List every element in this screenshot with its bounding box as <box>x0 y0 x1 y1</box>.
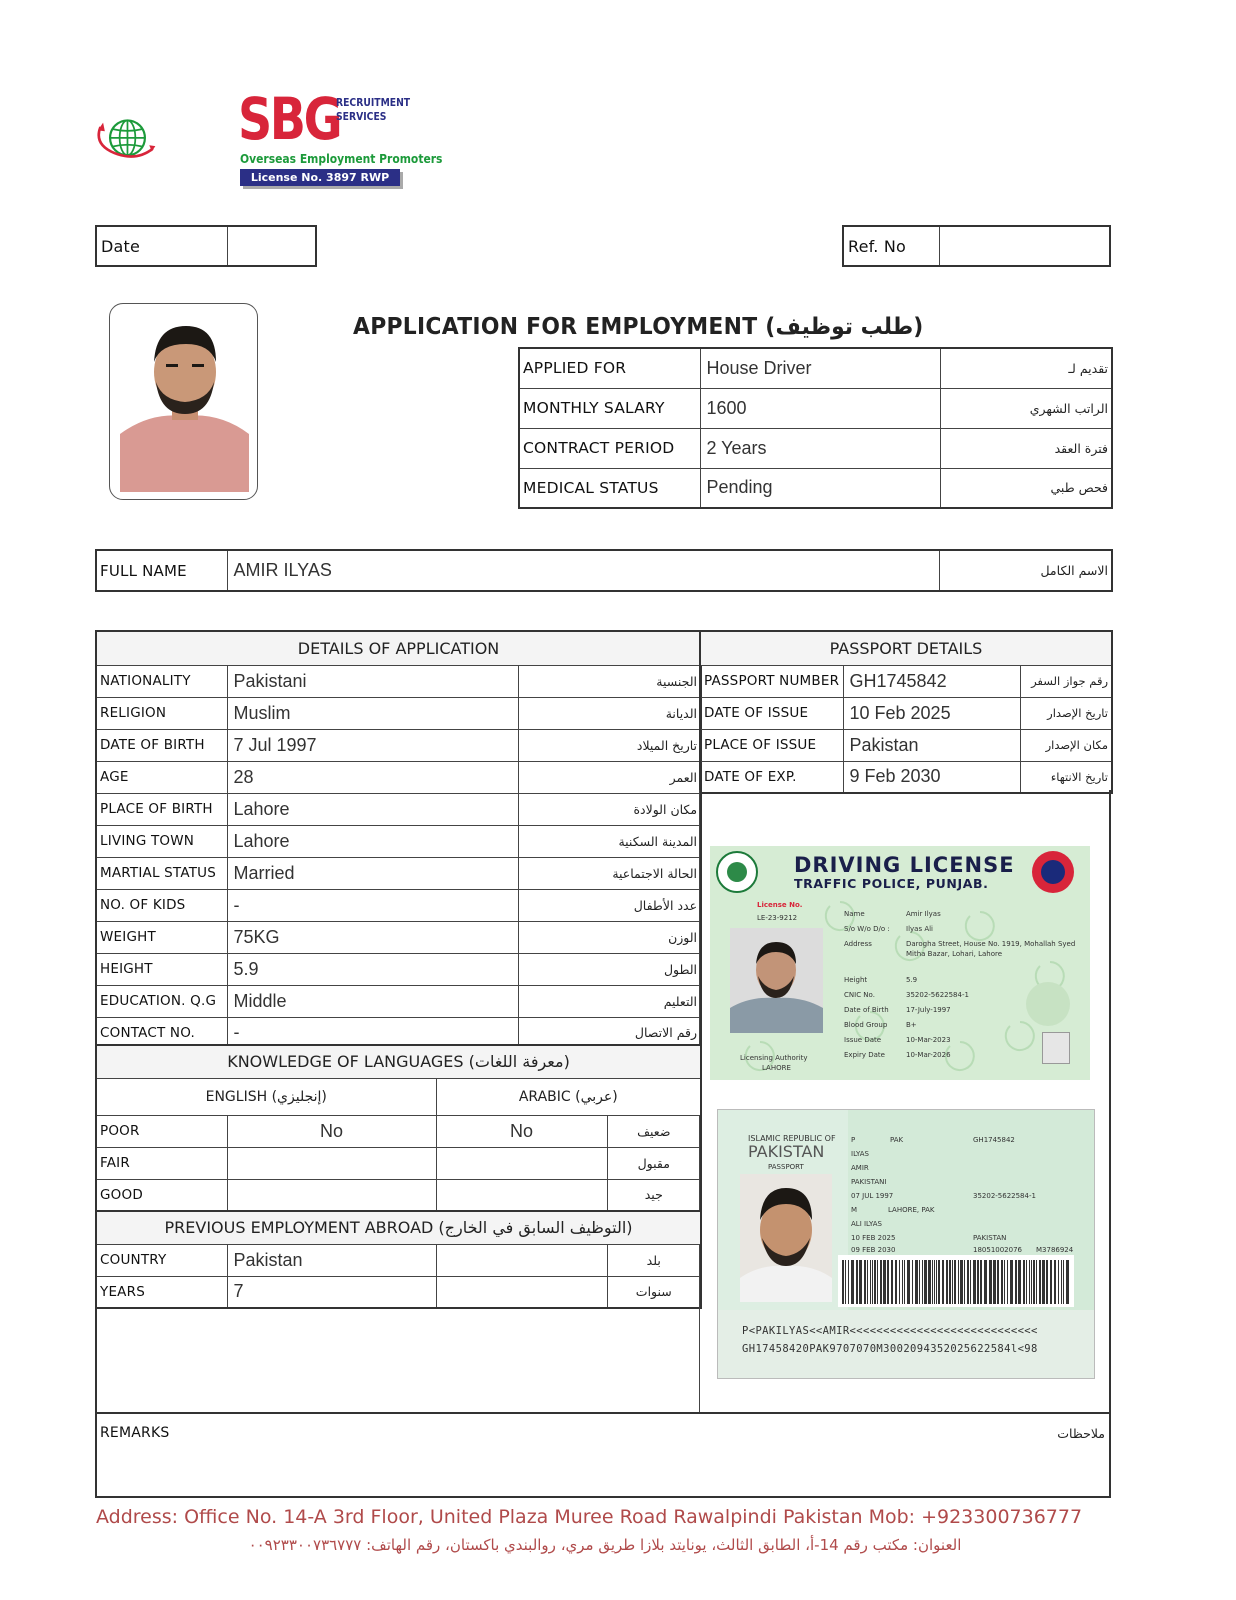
pp-country: PAKISTAN <box>748 1142 825 1161</box>
date-label: Date <box>97 227 228 265</box>
barcode-bar <box>872 1260 873 1304</box>
details-value: Lahore <box>227 793 518 825</box>
details-label-ar: التعليم <box>518 985 701 1017</box>
job-row <box>519 428 1112 468</box>
barcode-bar <box>895 1260 897 1304</box>
barcode-bar <box>970 1260 971 1304</box>
barcode-bar <box>891 1260 893 1304</box>
barcode-bar <box>960 1260 963 1304</box>
barcode-bar <box>946 1260 948 1304</box>
barcode-bar <box>922 1260 923 1304</box>
job-row <box>519 468 1112 508</box>
details-value: - <box>227 1017 518 1049</box>
logo-tagline: RECRUITMENT SERVICES <box>336 97 411 123</box>
languages-table <box>95 1044 702 1212</box>
pp-sex: M <box>851 1206 858 1214</box>
passport-label: PLACE OF ISSUE <box>700 729 843 761</box>
passport-label-ar: تاريخ الإصدار <box>1020 697 1112 729</box>
table-row <box>96 1115 701 1147</box>
job-value: House Driver <box>700 348 940 388</box>
barcode-bar <box>1010 1260 1013 1304</box>
logo-promoters: Overseas Employment Promoters <box>240 151 443 166</box>
barcode-bar <box>1029 1260 1030 1304</box>
barcode-bar <box>1061 1260 1062 1304</box>
details-label: HEIGHT <box>96 953 227 985</box>
barcode-bar <box>1036 1260 1037 1304</box>
barcode-bar <box>912 1260 913 1304</box>
pp-mrz-line-2: GH17458420PAK9707070M3002094352025622584l<98 <box>742 1343 1038 1355</box>
table-row <box>700 761 1112 793</box>
previous-value: 7 <box>227 1276 436 1308</box>
pp-cnic: 35202-5622584-1 <box>973 1192 1036 1200</box>
barcode-bar <box>989 1260 992 1304</box>
license-field-key: Date of Birth <box>844 1006 889 1014</box>
barcode-bar <box>1015 1260 1017 1304</box>
previous-label: YEARS <box>96 1276 227 1308</box>
barcode-bar <box>870 1260 871 1304</box>
details-value: Married <box>227 857 518 889</box>
barcode-bar <box>1001 1260 1003 1304</box>
pp-place: LAHORE, PAK <box>888 1206 935 1214</box>
language-level-ar: ضعيف <box>607 1115 701 1147</box>
barcode-bar <box>1023 1260 1025 1304</box>
table-row <box>96 665 701 697</box>
languages-header: KNOWLEDGE OF LANGUAGES (معرفة اللغات) <box>96 1045 701 1078</box>
license-field-value: B+ <box>906 1021 917 1029</box>
pp-country-small: ISLAMIC REPUBLIC OF <box>748 1134 836 1143</box>
barcode-bar <box>859 1260 862 1304</box>
pp-doc: PASSPORT <box>768 1163 804 1171</box>
applicant-photo <box>109 303 258 500</box>
job-label-ar: تقديم لـ <box>940 348 1112 388</box>
job-label-ar: فحص طبي <box>940 468 1112 508</box>
license-no: LE-23-9212 <box>757 914 798 922</box>
barcode-bar <box>938 1260 940 1304</box>
barcode-bar <box>980 1260 982 1304</box>
details-label-ar: الوزن <box>518 921 701 953</box>
language-level-label: FAIR <box>96 1147 227 1179</box>
previous-blank <box>436 1244 607 1276</box>
license-no-label: License No. <box>757 901 803 909</box>
details-table <box>95 630 702 1050</box>
previous-header: PREVIOUS EMPLOYMENT ABROAD (التوظيف السابق في الخارج) <box>96 1211 701 1244</box>
passport-label-ar: رقم جواز السفر <box>1020 665 1112 697</box>
details-label: EDUCATION. Q.G <box>96 985 227 1017</box>
details-value: Middle <box>227 985 518 1017</box>
remarks-box <box>95 1412 1111 1498</box>
arabic-level-value: No <box>436 1115 607 1147</box>
barcode-bar <box>864 1260 866 1304</box>
ref-label: Ref. No <box>844 227 940 265</box>
license-field-value: Amir Ilyas <box>906 910 941 918</box>
job-label: APPLIED FOR <box>519 348 700 388</box>
passport-scan <box>717 1109 1095 1379</box>
barcode-bar <box>902 1260 903 1304</box>
license-field-value: Darogha Street, House No. 1919, Mohallah Syed <box>906 940 1076 948</box>
barcode-bar <box>977 1260 979 1304</box>
barcode-bar <box>848 1260 849 1304</box>
full-name-value: AMIR ILYAS <box>227 550 939 591</box>
table-row <box>96 921 701 953</box>
language-level-ar: مقبول <box>607 1147 701 1179</box>
barcode-bar <box>856 1260 858 1304</box>
barcode-bar <box>1026 1260 1027 1304</box>
table-row <box>96 889 701 921</box>
table-row <box>96 729 701 761</box>
passport-label: PASSPORT NUMBER <box>700 665 843 697</box>
passport-value: GH1745842 <box>843 665 1020 697</box>
table-row <box>96 1244 701 1276</box>
table-row <box>96 793 701 825</box>
barcode-bar <box>842 1260 844 1304</box>
license-field-value: 10-Mar-2023 <box>906 1036 951 1044</box>
details-value: 75KG <box>227 921 518 953</box>
details-value: 5.9 <box>227 953 518 985</box>
table-row <box>96 1179 701 1211</box>
license-photo <box>730 928 823 1033</box>
details-value: - <box>227 889 518 921</box>
details-label: MARTIAL STATUS <box>96 857 227 889</box>
passport-value: 10 Feb 2025 <box>843 697 1020 729</box>
table-row <box>96 761 701 793</box>
license-field-key: Address <box>844 940 872 948</box>
ref-field[interactable] <box>940 227 1109 265</box>
passport-label: DATE OF EXP. <box>700 761 843 793</box>
barcode-bar <box>942 1260 944 1304</box>
details-label: PLACE OF BIRTH <box>96 793 227 825</box>
pp-number: GH1745842 <box>973 1136 1015 1144</box>
table-row <box>96 825 701 857</box>
details-label: NATIONALITY <box>96 665 227 697</box>
barcode-bar <box>904 1260 905 1304</box>
license-field-value: Ilyas Ali <box>906 925 933 933</box>
remarks-label: REMARKS <box>100 1425 170 1441</box>
details-value: Lahore <box>227 825 518 857</box>
full-name-label: FULL NAME <box>96 550 227 591</box>
pp-issue: 10 FEB 2025 <box>851 1234 896 1242</box>
table-row <box>96 1276 701 1308</box>
logo-brand: SBG <box>238 85 341 153</box>
license-field-value: 10-Mar-2026 <box>906 1051 951 1059</box>
barcode-bar <box>877 1260 878 1304</box>
details-label: DATE OF BIRTH <box>96 729 227 761</box>
barcode-bar <box>1018 1260 1021 1304</box>
job-label-ar: فترة العقد <box>940 428 1112 468</box>
details-label-ar: عدد الأطفال <box>518 889 701 921</box>
arabic-level-value <box>436 1147 607 1179</box>
job-row <box>519 348 1112 388</box>
license-field-key: Issue Date <box>844 1036 882 1044</box>
table-row <box>700 665 1112 697</box>
barcode-bar <box>1042 1260 1045 1304</box>
job-value: Pending <box>700 468 940 508</box>
full-name-table <box>95 549 1113 592</box>
ref-box <box>842 225 1111 267</box>
barcode-bar <box>997 1260 999 1304</box>
pp-nationality: PAKISTANI <box>851 1178 887 1186</box>
license-title: DRIVING LICENSE <box>794 853 1015 877</box>
arabic-col-header: ARABIC (عربي) <box>436 1078 701 1115</box>
barcode-bar <box>1007 1260 1008 1304</box>
english-level-value: No <box>227 1115 436 1147</box>
barcode-bar <box>1046 1260 1048 1304</box>
barcode-bar <box>887 1260 889 1304</box>
english-level-value <box>227 1179 436 1211</box>
barcode-bar <box>883 1260 886 1304</box>
details-value: Muslim <box>227 697 518 729</box>
license-field-key: Expiry Date <box>844 1051 885 1059</box>
table-row <box>96 857 701 889</box>
details-label: RELIGION <box>96 697 227 729</box>
details-value: Pakistani <box>227 665 518 697</box>
pp-tracking: 18051002076 <box>973 1246 1022 1254</box>
barcode-bar <box>934 1260 935 1304</box>
barcode-bar <box>1033 1260 1035 1304</box>
details-value: 28 <box>227 761 518 793</box>
pp-type: P <box>851 1136 856 1144</box>
license-field-key: Height <box>844 976 868 984</box>
full-name-ar: الاسم الكامل <box>939 550 1112 591</box>
previous-label: COUNTRY <box>96 1244 227 1276</box>
pp-mrz-line-1: P<PAKILYAS<<AMIR<<<<<<<<<<<<<<<<<<<<<<<<<<<< <box>742 1325 1038 1337</box>
barcode-bar <box>964 1260 965 1304</box>
details-label-ar: رقم الاتصال <box>518 1017 701 1049</box>
barcode-bar <box>993 1260 996 1304</box>
pp-expiry: 09 FEB 2030 <box>851 1246 896 1254</box>
passport-table <box>699 630 1113 794</box>
barcode-bar <box>954 1260 956 1304</box>
license-authority: Licensing Authority <box>740 1054 808 1062</box>
barcode-bar <box>919 1260 920 1304</box>
barcode-bar <box>932 1260 933 1304</box>
barcode-bar <box>1031 1260 1032 1304</box>
barcode-bar <box>867 1260 868 1304</box>
sbg-logo <box>97 94 232 186</box>
barcode-bar <box>1004 1260 1005 1304</box>
language-level-label: GOOD <box>96 1179 227 1211</box>
barcode-bar <box>967 1260 969 1304</box>
english-level-value <box>227 1147 436 1179</box>
details-label: WEIGHT <box>96 921 227 953</box>
barcode-bar <box>936 1260 937 1304</box>
date-field[interactable] <box>228 227 315 265</box>
passport-label: DATE OF ISSUE <box>700 697 843 729</box>
pp-code: PAK <box>890 1136 904 1144</box>
barcode-bar <box>1050 1260 1052 1304</box>
footer-address-ar: العنوان: مكتب رقم 14-أ، الطابق الثالث، يونايتد بلازا طريق مري، روالبندي باكستان، رقم الهاتف: ٠٠٩٢٣٣٠٠٧٣٦٧٧٧ <box>248 1536 962 1554</box>
language-level-label: POOR <box>96 1115 227 1147</box>
barcode-bar <box>899 1260 900 1304</box>
previous-label-ar: سنوات <box>607 1276 701 1308</box>
passport-label-ar: مكان الإصدار <box>1020 729 1112 761</box>
details-label-ar: العمر <box>518 761 701 793</box>
table-row <box>96 953 701 985</box>
license-field-key: Blood Group <box>844 1021 888 1029</box>
license-field-key: CNIC No. <box>844 991 875 999</box>
barcode-bar <box>880 1260 882 1304</box>
barcode-bar <box>958 1260 959 1304</box>
pp-father: ALI ILYAS <box>851 1220 882 1228</box>
barcode-bar <box>845 1260 846 1304</box>
table-row <box>96 697 701 729</box>
license-subtitle: TRAFFIC POLICE, PUNJAB. <box>794 876 989 891</box>
license-field-value: 35202-5622584-1 <box>906 991 969 999</box>
table-row <box>700 697 1112 729</box>
previous-label-ar: بلد <box>607 1244 701 1276</box>
pp-authority: PAKISTAN <box>973 1234 1007 1242</box>
previous-blank <box>436 1276 607 1308</box>
passport-value: 9 Feb 2030 <box>843 761 1020 793</box>
job-label-ar: الراتب الشهري <box>940 388 1112 428</box>
license-field-value: Mitha Bazar, Lohari, Lahore <box>906 950 1003 958</box>
details-header: DETAILS OF APPLICATION <box>96 631 701 665</box>
license-small-photo <box>1042 1032 1070 1064</box>
barcode-bar <box>1039 1260 1041 1304</box>
passport-value: Pakistan <box>843 729 1020 761</box>
language-level-ar: جيد <box>607 1179 701 1211</box>
job-row <box>519 388 1112 428</box>
previous-value: Pakistan <box>227 1244 436 1276</box>
footer-address-en: Address: Office No. 14-A 3rd Floor, United Plaza Muree Road Rawalpindi Pakistan Mob: +923300736777 <box>96 1506 1083 1528</box>
previous-employment-table <box>95 1210 702 1309</box>
date-box <box>95 225 317 267</box>
details-label-ar: الجنسية <box>518 665 701 697</box>
barcode-bar <box>1058 1260 1059 1304</box>
driving-license-card <box>710 846 1090 1080</box>
barcode-bar <box>952 1260 953 1304</box>
pp-given: AMIR <box>851 1164 869 1172</box>
job-label: MONTHLY SALARY <box>519 388 700 428</box>
barcode-bar <box>1054 1260 1056 1304</box>
details-label: LIVING TOWN <box>96 825 227 857</box>
license-authority-city: LAHORE <box>762 1064 791 1072</box>
blank-area <box>95 1307 700 1414</box>
pp-dob: 07 JUL 1997 <box>851 1192 894 1200</box>
details-label: AGE <box>96 761 227 793</box>
barcode-bar <box>949 1260 951 1304</box>
passport-photo <box>740 1174 832 1302</box>
barcode-bar <box>851 1260 854 1304</box>
details-label-ar: المدينة السكنية <box>518 825 701 857</box>
barcode-bar <box>907 1260 910 1304</box>
details-label-ar: الطول <box>518 953 701 985</box>
details-label: CONTACT NO. <box>96 1017 227 1049</box>
job-label: CONTRACT PERIOD <box>519 428 700 468</box>
barcode-bar <box>1063 1260 1064 1304</box>
remarks-ar: ملاحظات <box>1057 1426 1105 1441</box>
table-row <box>96 985 701 1017</box>
job-value: 2 Years <box>700 428 940 468</box>
license-field-value: 17-July-1997 <box>906 1006 951 1014</box>
details-label-ar: الحالة الاجتماعية <box>518 857 701 889</box>
license-field-key: S/o W/o D/o : <box>844 925 890 933</box>
english-col-header: ENGLISH (إنجليزي) <box>96 1078 436 1115</box>
passport-label-ar: تاريخ الانتهاء <box>1020 761 1112 793</box>
logo-license: License No. 3897 RWP <box>240 169 400 186</box>
globe-icon <box>110 120 145 155</box>
details-label-ar: مكان الولادة <box>518 793 701 825</box>
job-table <box>518 347 1113 509</box>
barcode-bar <box>1066 1260 1069 1304</box>
job-label: MEDICAL STATUS <box>519 468 700 508</box>
table-row <box>700 729 1112 761</box>
barcode-bar <box>924 1260 927 1304</box>
details-value: 7 Jul 1997 <box>227 729 518 761</box>
barcode-bar <box>928 1260 931 1304</box>
pp-booklet: M3786924 <box>1036 1246 1074 1254</box>
barcode-bar <box>915 1260 918 1304</box>
license-field-value: 5.9 <box>906 976 918 984</box>
barcode-bar <box>973 1260 976 1304</box>
barcode-bar <box>874 1260 876 1304</box>
arabic-level-value <box>436 1179 607 1211</box>
table-row <box>96 1147 701 1179</box>
job-value: 1600 <box>700 388 940 428</box>
details-label-ar: تاريخ الميلاد <box>518 729 701 761</box>
page-title: APPLICATION FOR EMPLOYMENT (طلب توظيف) <box>353 314 924 340</box>
barcode-bar <box>984 1260 987 1304</box>
passport-header: PASSPORT DETAILS <box>700 631 1112 665</box>
details-label: NO. OF KIDS <box>96 889 227 921</box>
license-field-key: Name <box>844 910 865 918</box>
pp-surname: ILYAS <box>851 1150 869 1158</box>
details-label-ar: الديانة <box>518 697 701 729</box>
